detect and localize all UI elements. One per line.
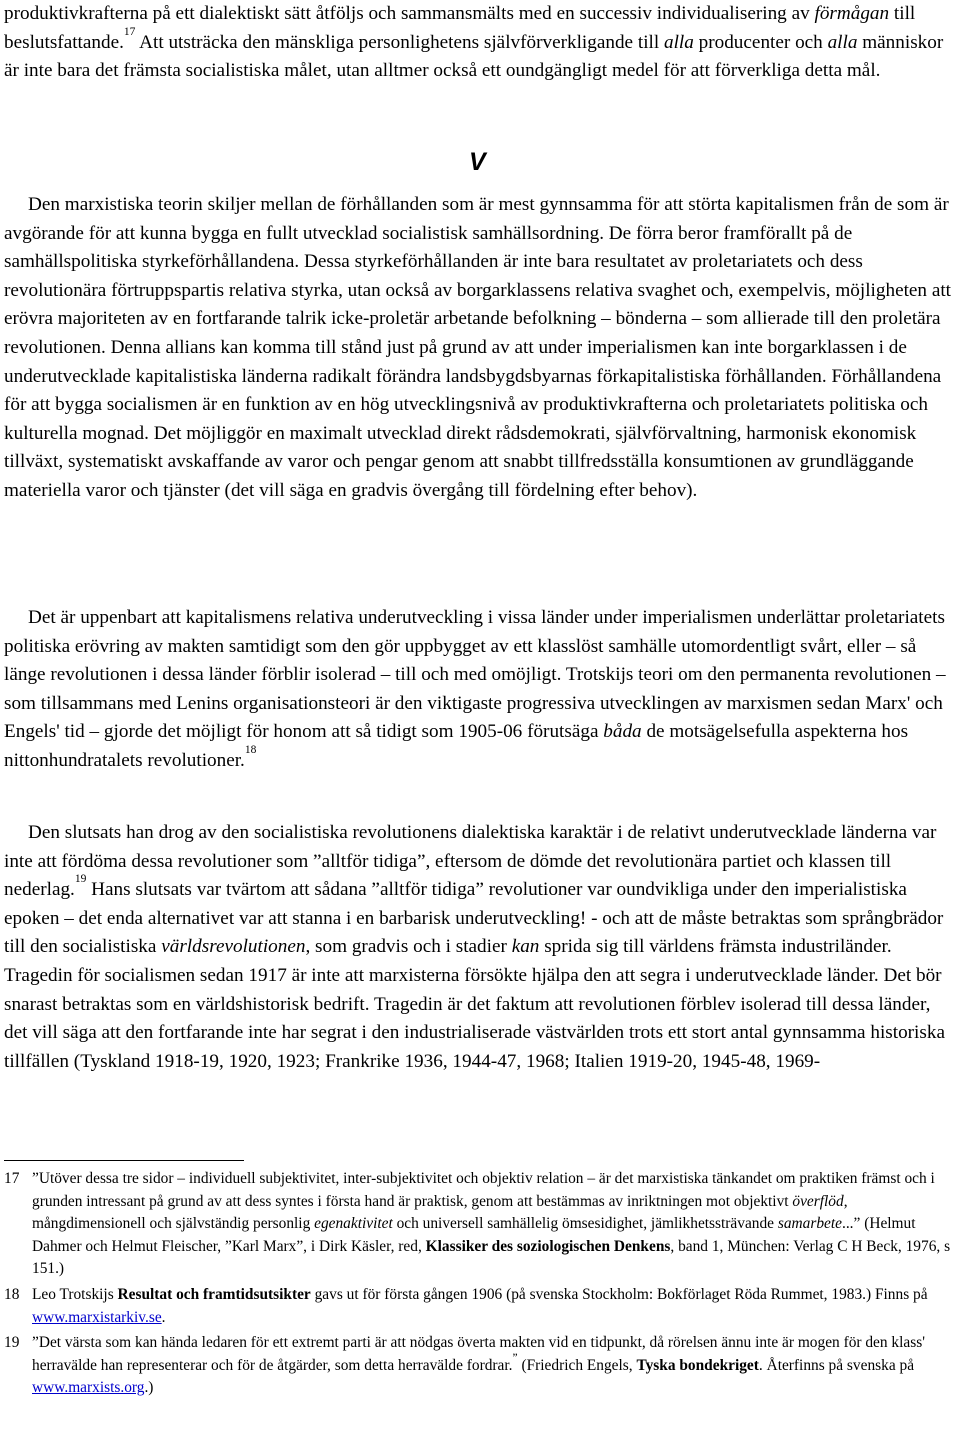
- book-title: Klassiker des soziologischen Denkens: [425, 1237, 671, 1255]
- text-run: ”Utöver dessa tre sidor – individuell subjektivitet, inter-subjektivitet och objektiv relation – är det marxistiska tänkandet om praktiken främst och i grunden intressant på grund av att dess syntes i första hand är praktisk, genom att bestämmas av inriktningen mot objektivt: [32, 1170, 935, 1210]
- text-run: Att utsträcka den mänskliga personlighetens självförverkligande till: [135, 31, 664, 53]
- paragraph-3: [4, 819, 952, 1076]
- text-run: . Återfinns på svenska på: [758, 1356, 915, 1374]
- text-run: Det är uppenbart att kapitalismens relativa underutveckling i vissa länder under imperialismen underlättar proletariatets politiska erövring av makten samtidigt som den gör uppbygget av ett klasslöst samhälle utomordentligt svårt, eller – så länge revolutionen i dessa länder förblir isolerad – till och med omöjligt. Trotskijs teori om den permanenta revolutionen – som tillsammans med Lenins organisationsteori är den viktigaste progressiva utvecklingen av marxismen sedan Marx' och Engels' tid – gjorde det möjligt för honom att så tidigt som 1905-06 förutsäga: [4, 607, 946, 743]
- footnote-number: 18: [4, 1285, 20, 1303]
- text-run: (Friedrich Engels,: [517, 1356, 637, 1374]
- text-run: gavs ut för första gången 1906 (på svenska Stockholm: Bokförlaget Röda Rummet, 1983.) Finns på: [310, 1285, 928, 1303]
- closing-quote: ”: [512, 1351, 518, 1364]
- italic-text: överflöd: [792, 1192, 844, 1210]
- footnote-text: [32, 1168, 954, 1281]
- text-run: Hans slutsats var tvärtom att sådana ”alltför tidiga” revolutioner var oundvikliga under den imperialistiska epoken – det enda alternativet var att stanna i en barbarisk underutveckling! - och att de måste betraktas som språngbrädor till den socialistiska: [4, 879, 944, 958]
- text-run: Den slutsats han drog av den socialistiska revolutionens dialektiska karaktär i de relativt underutvecklade länderna var inte att fördöma dessa revolutioner som ”alltför tidiga”, eftersom de dömde det revolutionära partiet och klassen till nederlag.: [4, 822, 937, 901]
- text-run: produktivkrafterna på ett dialektiskt sätt åtföljs och sammansmälts med en successiv individualisering av: [4, 3, 815, 24]
- footnote-18: [4, 1284, 954, 1329]
- book-title: Tyska bondekriget: [636, 1356, 759, 1374]
- text-run: Leo Trotskijs: [32, 1285, 118, 1303]
- text-run: de motsägelsefulla aspekterna hos nittonhundratalets revolutioner.: [4, 721, 909, 771]
- italic-text: kan: [511, 936, 540, 958]
- italic-text: alla: [827, 31, 858, 53]
- footnote-number: 19: [4, 1334, 20, 1352]
- top-paragraph: [4, 0, 952, 86]
- footnote-separator: [4, 1160, 244, 1161]
- text-run: sprida sig till världens främsta industriländer. Tragedin för socialismen sedan 1917 är inte att marxisterna försökte hjälpa den att segra i underutvecklade länder. Det bör snarast betraktas som en världshistorisk bedrift. Tragedin är det faktum att revolutionen förblev isolerad till dessa länder, det vill säga att den fortfarande inte har segrat i den industrialiserade västvärlden trots ett stort antal gynnsamma historiska tillfällen (Tyskland 1918-19, 1920, 1923; Frankrike 1936, 1944-47, 1968; Italien 1919-20, 1945-48, 1969-: [4, 936, 945, 1072]
- marxistarkiv-link[interactable]: www.marxistarkiv.se: [32, 1308, 162, 1326]
- text-run: .: [161, 1308, 166, 1326]
- italic-text: samarbete: [777, 1215, 842, 1233]
- text-run: producenter och: [693, 31, 828, 53]
- text-run: ”Det värsta som kan hända ledaren för ett extremt parti är att nödgas överta makten vid en tidpunkt, då rörelsen ännu inte är mogen för den klass' herravälde han representerar och för de åtgärder, som detta herravälde fordrar.: [32, 1334, 925, 1374]
- text-run: , som gradvis och i stadier: [305, 936, 512, 958]
- marxists-link[interactable]: www.marxists.org: [32, 1379, 145, 1397]
- footnote-number: 17: [4, 1170, 20, 1187]
- italic-text: egenaktivitet: [314, 1215, 393, 1233]
- text-run: till beslutsfattande.: [4, 3, 916, 53]
- footnote-17: [4, 1168, 954, 1281]
- book-title: Resultat och framtidsutsikter: [117, 1285, 311, 1303]
- footnote-reference-19[interactable]: 19: [74, 873, 87, 886]
- text-run: .): [144, 1379, 154, 1397]
- italic-text: förmågan: [814, 3, 890, 24]
- italic-text: båda: [603, 721, 642, 743]
- paragraph-1: Den marxistiska teorin skiljer mellan de förhållanden som är mest gynnsamma för att störta kapitalismen från de som är avgörande för att kunna bygga en fullt utvecklad socialistisk samhällsordning. De förra beror framförallt på de samhällspolitiska styrkeförhållandena. Dessa styrkeförhållanden är inte bara resultatet av proletariatets och dess revolutionära förtruppspartis relativa styrka, utan också av borgarklassens relativa svaghet och, exempelvis, möjligheten att erövra majoriteten av en fortfarande talrik icke-proletär arbetande befolkning – bönderna – som allierade till den proletära revolutionen. Denna allians kan komma till stånd just på grund av att under imperialismen kan inte borgarklassen i de underutvecklade kapitalistiska länderna radikalt förändra landsbygdsbyarnas förkapitalistiska förhållanden. Förhållandena för att bygga socialismen är en funktion av en hög utvecklingsnivå av produktivkrafterna och proletariatets politiska och kulturella mognad. Det möjliggör en maximalt utvecklad direkt rådsdemokrati, självförvaltning, harmonisk ekonomisk tillväxt, systematiskt avskaffande av varor och pengar genom att snabbt tillfredsställa konsumtionen av grundläggande materiella varor och tjänster (det vill säga en gradvis övergång till fördelning efter behov).: [4, 194, 951, 501]
- text-run: ...” (Helmut Dahmer och Helmut Fleischer, ”Karl Marx”, i Dirk Käsler, red,: [32, 1215, 916, 1255]
- section-heading: V: [469, 148, 486, 176]
- footnote-text: [32, 1332, 954, 1400]
- text-run: och universell samhällelig ömsesidighet, jämlikhetssträvande: [392, 1215, 778, 1233]
- text-run: , mångdimensionell och självständig personlig: [32, 1192, 848, 1233]
- text-run: , band 1, München: Verlag C H Beck, 1976, s 151.): [32, 1237, 951, 1278]
- italic-text: världsrevolutionen: [161, 936, 306, 958]
- footnote-reference-18[interactable]: 18: [244, 743, 257, 756]
- paragraph-2: [4, 604, 952, 776]
- text-run: människor är inte bara det främsta socialistiska målet, utan alltmer också ett oundgängligt medel för att förverkliga detta mål.: [4, 31, 944, 82]
- footnote-reference-17[interactable]: 17: [123, 25, 136, 38]
- footnote-19: [4, 1332, 954, 1400]
- footnote-text: [32, 1284, 954, 1329]
- italic-text: alla: [663, 31, 694, 53]
- footnotes: [4, 1168, 954, 1403]
